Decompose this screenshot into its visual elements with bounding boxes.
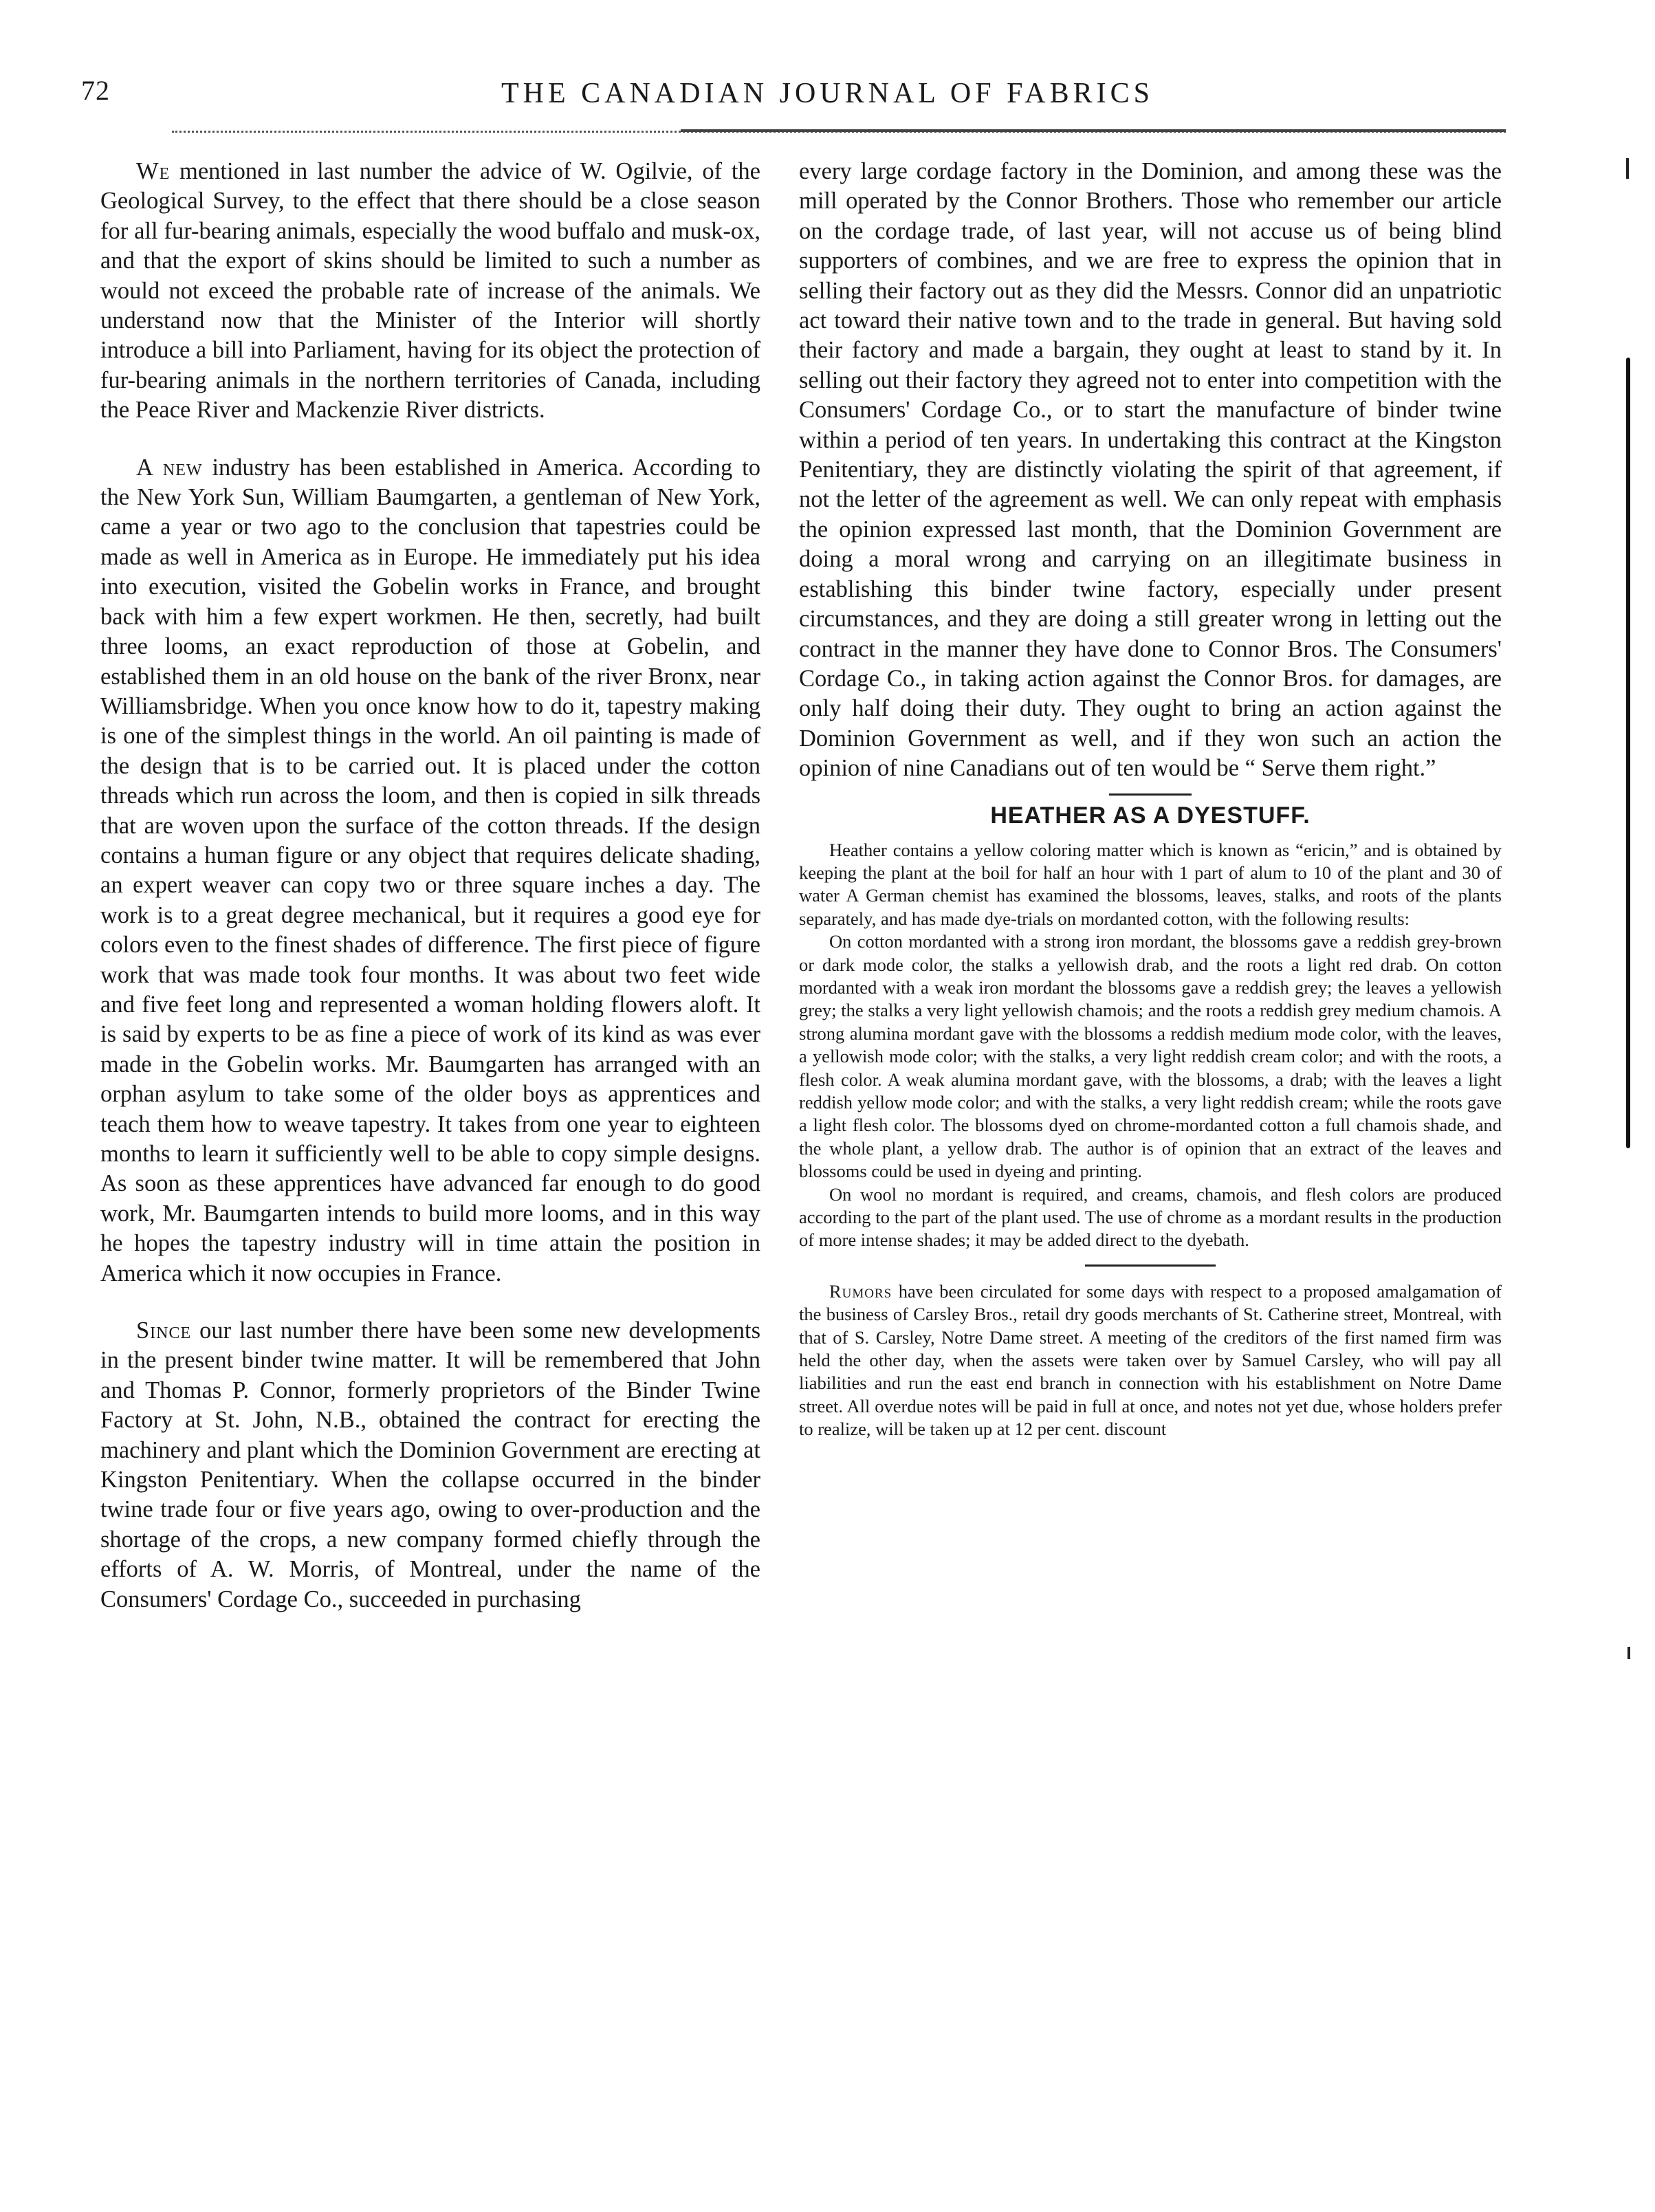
header-rule-solid xyxy=(681,129,1506,132)
heather-article xyxy=(799,839,1502,1441)
left-column xyxy=(100,157,760,1614)
journal-title: THE CANADIAN JOURNAL OF FABRICS xyxy=(501,78,1154,109)
rumors-paragraph xyxy=(799,1280,1502,1441)
heather-paragraph: On wool no mordant is required, and creams, chamois, and flesh colors are produced according to the part of the plant used. The use of chrome as a mordant results in the production of more intense shades; it may be added direct to the dyebath. xyxy=(799,1183,1502,1251)
margin-tick xyxy=(1627,1647,1630,1659)
binder-twine-continuation: every large cordage factory in the Dominion, and among these was the mill operated by the Connor Brothers. Those who remember our article on the cordage trade, of last year, will not accuse us of being blind supporters of combines, and we are free to express the opinion that in selling their factory out as they did the Messrs. Connor did an unpatriotic act toward their native town and to the trade in general. But having sold their factory and made a bargain, they ought at least to stand by it. In selling out their factory they agreed not to enter into competition with the Consumers' Cordage Co., or to start the manufacture of binder twine within a period of ten years. In undertaking this contract at the Kingston Penitentiary, they are distinctly violating the spirit of that agreement, if not the letter of the agreement as well. We can only repeat with emphasis the opinion expressed last month, that the Dominion Government are doing a moral wrong and carrying on an illegitimate business in establishing this binder twine factory, especially under present circumstances, and they are doing a still greater wrong in letting out the contract in the manner they have done to Connor Bros. The Consumers' Cordage Co., in taking action against the Connor Bros. for damages, are only half doing their duty. They ought to bring an action against the Dominion Government as well, and if they won such an action the opinion of nine Canadians out of ten would be “ Serve them right.” xyxy=(799,158,1502,782)
article-tapestry-industry xyxy=(100,453,760,1289)
paragraph-text: our last number there have been some new developments in the present binder twine matter. It will be remembered that John and Thomas P. Connor, formerly proprietors of the Binder Twine Factory at St. John, N.B., obtained the contract for erecting the machinery and plant which the Dominion Government are erecting at Kingston Penitentiary. When the collapse occurred in the binder twine trade four or five years ago, owing to over-production and the shortage of the crops, a new company formed chiefly through the efforts of A. W. Morris, of Montreal, under the name of the Consumers' Cordage Co., succeeded in purchasing xyxy=(100,1317,760,1612)
heather-paragraph: Heather contains a yellow coloring matter which is known as “ericin,” and is obtained by keeping the plant at the boil for half an hour with 1 part of alum to 10 of the plant and 30 of water A German chemist has examined the blossoms, leaves, stalks, and roots of the plants separately, and has made dye-trials on mordanted cotton, with the following results: xyxy=(799,839,1502,929)
article-binder-twine xyxy=(100,1316,760,1614)
section-divider xyxy=(1085,1264,1216,1267)
section-divider xyxy=(1109,793,1192,796)
heather-paragraph: On cotton mordanted with a strong iron mordant, the blossoms gave a reddish grey-brown or dark mode color, the stalks a yellowish drab, and the roots a light red drab. On cotton mordanted with a weak iron mordant the blossoms gave a reddish grey; the leaves a yellowish grey; the stalks a very light yellowish chamois; and the roots a reddish grey medium chamois. A strong alumina mordant gave with the blossoms a reddish medium mode color, with the leaves, a yellowish mode color; with the stalks, a very light reddish cream color; and with the roots, a flesh color. A weak alumina mordant gave, with the blossoms, a drab; with the leaves a light reddish yellow mode color; and with the stalks, a very light reddish cream; while the roots gave a light flesh color. The blossoms dyed on chrome-mordanted cotton a full chamois shade, and the whole plant, a yellow drab. The author is of opinion that an extract of the leaves and blossoms could be used in dyeing and printing. xyxy=(799,931,1502,1182)
article-fur-bearing-animals xyxy=(100,157,760,426)
lead-word: We xyxy=(136,158,171,184)
right-column xyxy=(799,157,1502,1441)
lead-word: Rumors xyxy=(829,1280,892,1302)
paragraph-text: industry has been established in America. According to the New York Sun, William Baumgarten, a gentleman of New York, came a year or two ago to the conclusion that tapestries could be made as well in America as in Europe. He immediately put his idea into execution, visited the Gobelin works in France, and brought back with him a few expert workmen. He then, secretly, had built three looms, an exact reproduction of those at Gobelin, and established them in an old house on the bank of the river Bronx, near Williamsbridge. When you once know how to do it, tapestry making is one of the simplest things in the world. An oil painting is made of the design that is to be carried out. It is placed under the cotton threads which run across the loom, and then is copied in silk threads that are woven upon the surface of the cotton threads. If the design contains a human figure or any object that requires delicate shading, an expert weaver can copy two or three square inches a day. The work is to a great degree mechanical, but it requires a good eye for colors even to the finest shades of difference. The first piece of figure work that was made took four months. It was about two feet wide and five feet long and represented a woman holding flowers aloft. It is said by experts to be as fine a piece of work of its kind as was ever made in the Gobelin works. Mr. Baumgarten has arranged with an orphan asylum to take some of the older boys as apprentices and teach them how to weave tapestry. It takes from one year to eighteen months to learn it sufficiently well to be able to copy simple designs. As soon as these apprentices have advanced far enough to do good work, Mr. Baumgarten intends to build more looms, and in this way he hopes the tapestry industry will in time attain the position in America which it now occupies in France. xyxy=(100,454,760,1286)
paragraph-text: have been circulated for some days with respect to a proposed amalgamation of the business of Carsley Bros., retail dry goods merchants of St. Catherine street, Montreal, with that of S. Carsley, Notre Dame street. A meeting of the creditors of the first named firm was held the other day, when the assets were taken over by Samuel Carsley, who will pay all liabilities and run the east end branch in connection with his establishment on Notre Dame street. All overdue notes will be paid in full at once, and notes not yet due, whose holders prefer to realize, will be taken up at 12 per cent. discount xyxy=(799,1280,1502,1440)
margin-binding-mark xyxy=(1626,358,1630,1148)
page-number: 72 xyxy=(81,75,110,106)
lead-word: A new xyxy=(136,454,203,481)
heather-heading: HEATHER AS A DYESTUFF. xyxy=(990,802,1311,829)
margin-tick xyxy=(1626,158,1629,179)
paragraph-text: mentioned in last number the advice of W. Ogilvie, of the Geological Survey, to the effect that there should be a close season for all fur-bearing animals, especially the wood buffalo and musk-ox, and that the export of skins should be limited to such a number as would not exceed the probable rate of increase of the animals. We understand now that the Minister of the Interior will shortly introduce a bill into Parliament, having for its object the protection of fur-bearing animals in the northern territories of Canada, including the Peace River and Mackenzie River districts. xyxy=(100,158,761,424)
lead-word: Since xyxy=(136,1317,192,1344)
